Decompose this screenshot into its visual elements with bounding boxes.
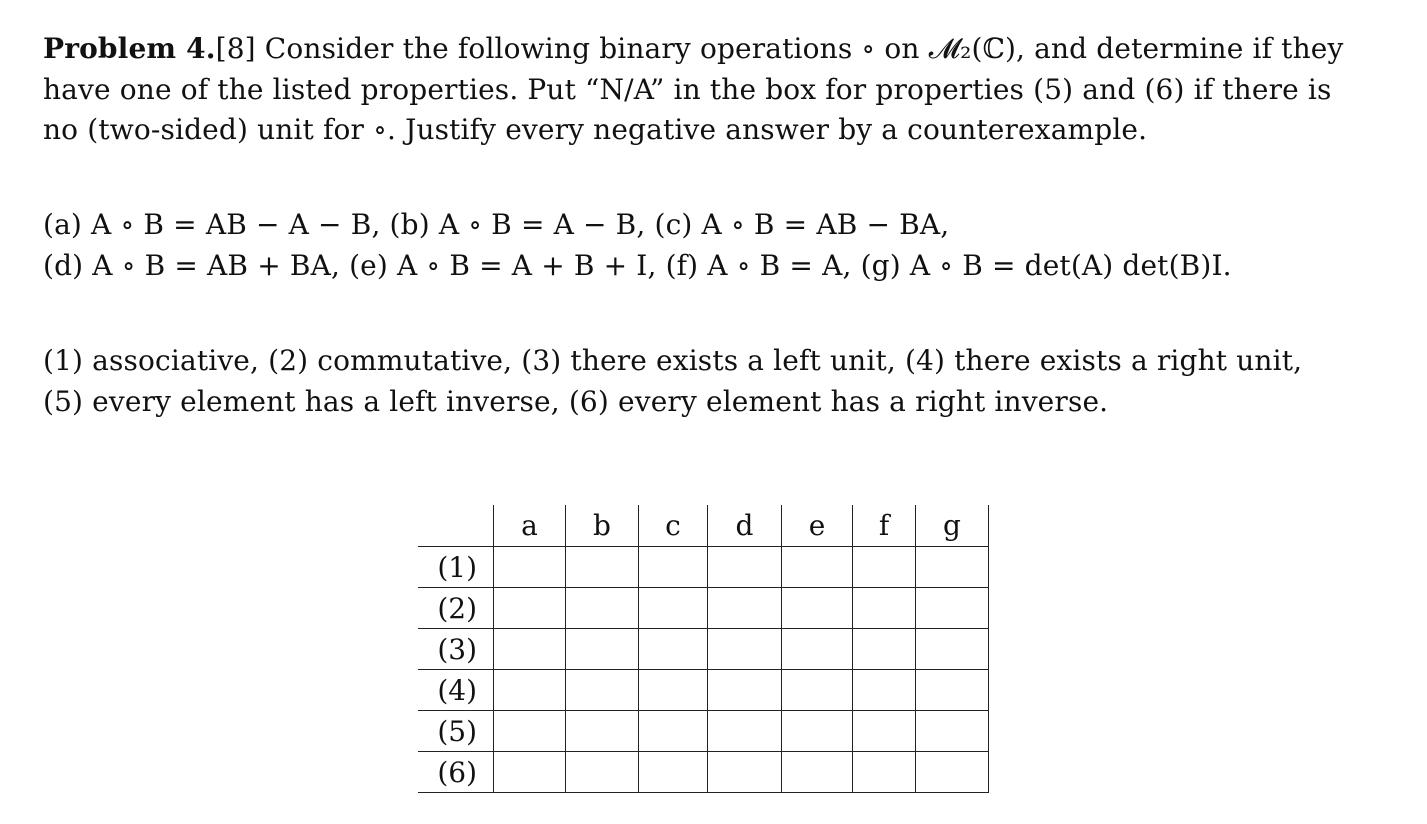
answer-cell[interactable] (782, 711, 853, 752)
answer-cell[interactable] (708, 670, 782, 711)
table-row (418, 629, 989, 670)
answer-cell[interactable] (494, 588, 566, 629)
answer-cell[interactable] (782, 752, 853, 793)
answer-cell[interactable] (916, 670, 989, 711)
answer-cell[interactable] (782, 547, 853, 588)
answer-cell[interactable] (853, 670, 916, 711)
column-header-f: f (853, 505, 916, 547)
row-label-3: (3) (418, 629, 494, 670)
row-label-1: (1) (418, 547, 494, 588)
table-row (418, 547, 989, 588)
answer-cell[interactable] (566, 752, 639, 793)
answer-cell[interactable] (708, 588, 782, 629)
answer-cell[interactable] (494, 629, 566, 670)
answer-cell[interactable] (708, 752, 782, 793)
answer-cell[interactable] (916, 547, 989, 588)
problem-statement (43, 29, 1373, 151)
operations-line-2: (d) A ∘ B = AB + BA, (e) A ∘ B = A + B + I, (f) A ∘ B = A, (g) A ∘ B = det(A) det(B)I. (43, 248, 1232, 282)
answer-cell[interactable] (708, 711, 782, 752)
answer-cell[interactable] (494, 547, 566, 588)
table-row (418, 670, 989, 711)
properties-line-1: (1) associative, (2) commutative, (3) there exists a left unit, (4) there exists a right unit, (43, 344, 1303, 377)
row-label-2: (2) (418, 588, 494, 629)
answer-cell[interactable] (639, 670, 708, 711)
column-header-b: b (566, 505, 639, 547)
answer-cell[interactable] (782, 629, 853, 670)
answer-cell[interactable] (853, 752, 916, 793)
table-row (418, 588, 989, 629)
answer-cell[interactable] (916, 588, 989, 629)
answer-cell[interactable] (708, 629, 782, 670)
operations-list (43, 205, 1373, 286)
column-header-c: c (639, 505, 708, 547)
answer-cell[interactable] (566, 711, 639, 752)
answer-cell[interactable] (853, 711, 916, 752)
row-label-6: (6) (418, 752, 494, 793)
answer-cell[interactable] (853, 547, 916, 588)
answer-cell[interactable] (639, 629, 708, 670)
answer-cell[interactable] (639, 711, 708, 752)
answer-cell[interactable] (782, 670, 853, 711)
answer-cell[interactable] (639, 547, 708, 588)
answer-cell[interactable] (639, 588, 708, 629)
problem-points: [8] (215, 32, 256, 65)
corner-cell (418, 505, 494, 547)
problem-line-3: no (two-sided) unit for ∘. Justify every negative answer by a counterexample. (43, 113, 1148, 146)
header-row (418, 505, 989, 547)
problem-line-2: have one of the listed properties. Put “N/A” in the box for properties (5) and (6) if there is (43, 72, 1332, 106)
answer-cell[interactable] (494, 711, 566, 752)
answer-cell[interactable] (639, 752, 708, 793)
answer-cell[interactable] (708, 547, 782, 588)
table-row (418, 711, 989, 752)
column-header-d: d (708, 505, 782, 547)
answer-cell[interactable] (566, 629, 639, 670)
answer-cell[interactable] (782, 588, 853, 629)
row-label-5: (5) (418, 711, 494, 752)
row-label-4: (4) (418, 670, 494, 711)
answer-table-header (418, 505, 989, 547)
answer-cell[interactable] (853, 629, 916, 670)
answer-cell[interactable] (566, 670, 639, 711)
answer-cell[interactable] (494, 752, 566, 793)
answer-cell[interactable] (494, 670, 566, 711)
answer-table (418, 505, 989, 793)
answer-cell[interactable] (853, 588, 916, 629)
answer-cell[interactable] (566, 547, 639, 588)
answer-cell[interactable] (916, 629, 989, 670)
problem-label: Problem 4. (43, 32, 216, 65)
operations-line-1: (a) A ∘ B = AB − A − B, (b) A ∘ B = A − B, (c) A ∘ B = AB − BA, (43, 208, 950, 241)
properties-list (43, 341, 1373, 422)
problem-line-1 (43, 29, 1373, 70)
properties-line-2: (5) every element has a left inverse, (6) every element has a right inverse. (43, 384, 1109, 418)
answer-table-body (418, 547, 989, 793)
table-row (418, 752, 989, 793)
column-header-a: a (494, 505, 566, 547)
answer-cell[interactable] (916, 711, 989, 752)
problem-line-1-text: Consider the following binary operations ∘ on 𝓜₂(ℂ), and determine if they (255, 32, 1344, 65)
column-header-g: g (916, 505, 989, 547)
answer-cell[interactable] (566, 588, 639, 629)
column-header-e: e (782, 505, 853, 547)
answer-cell[interactable] (916, 752, 989, 793)
